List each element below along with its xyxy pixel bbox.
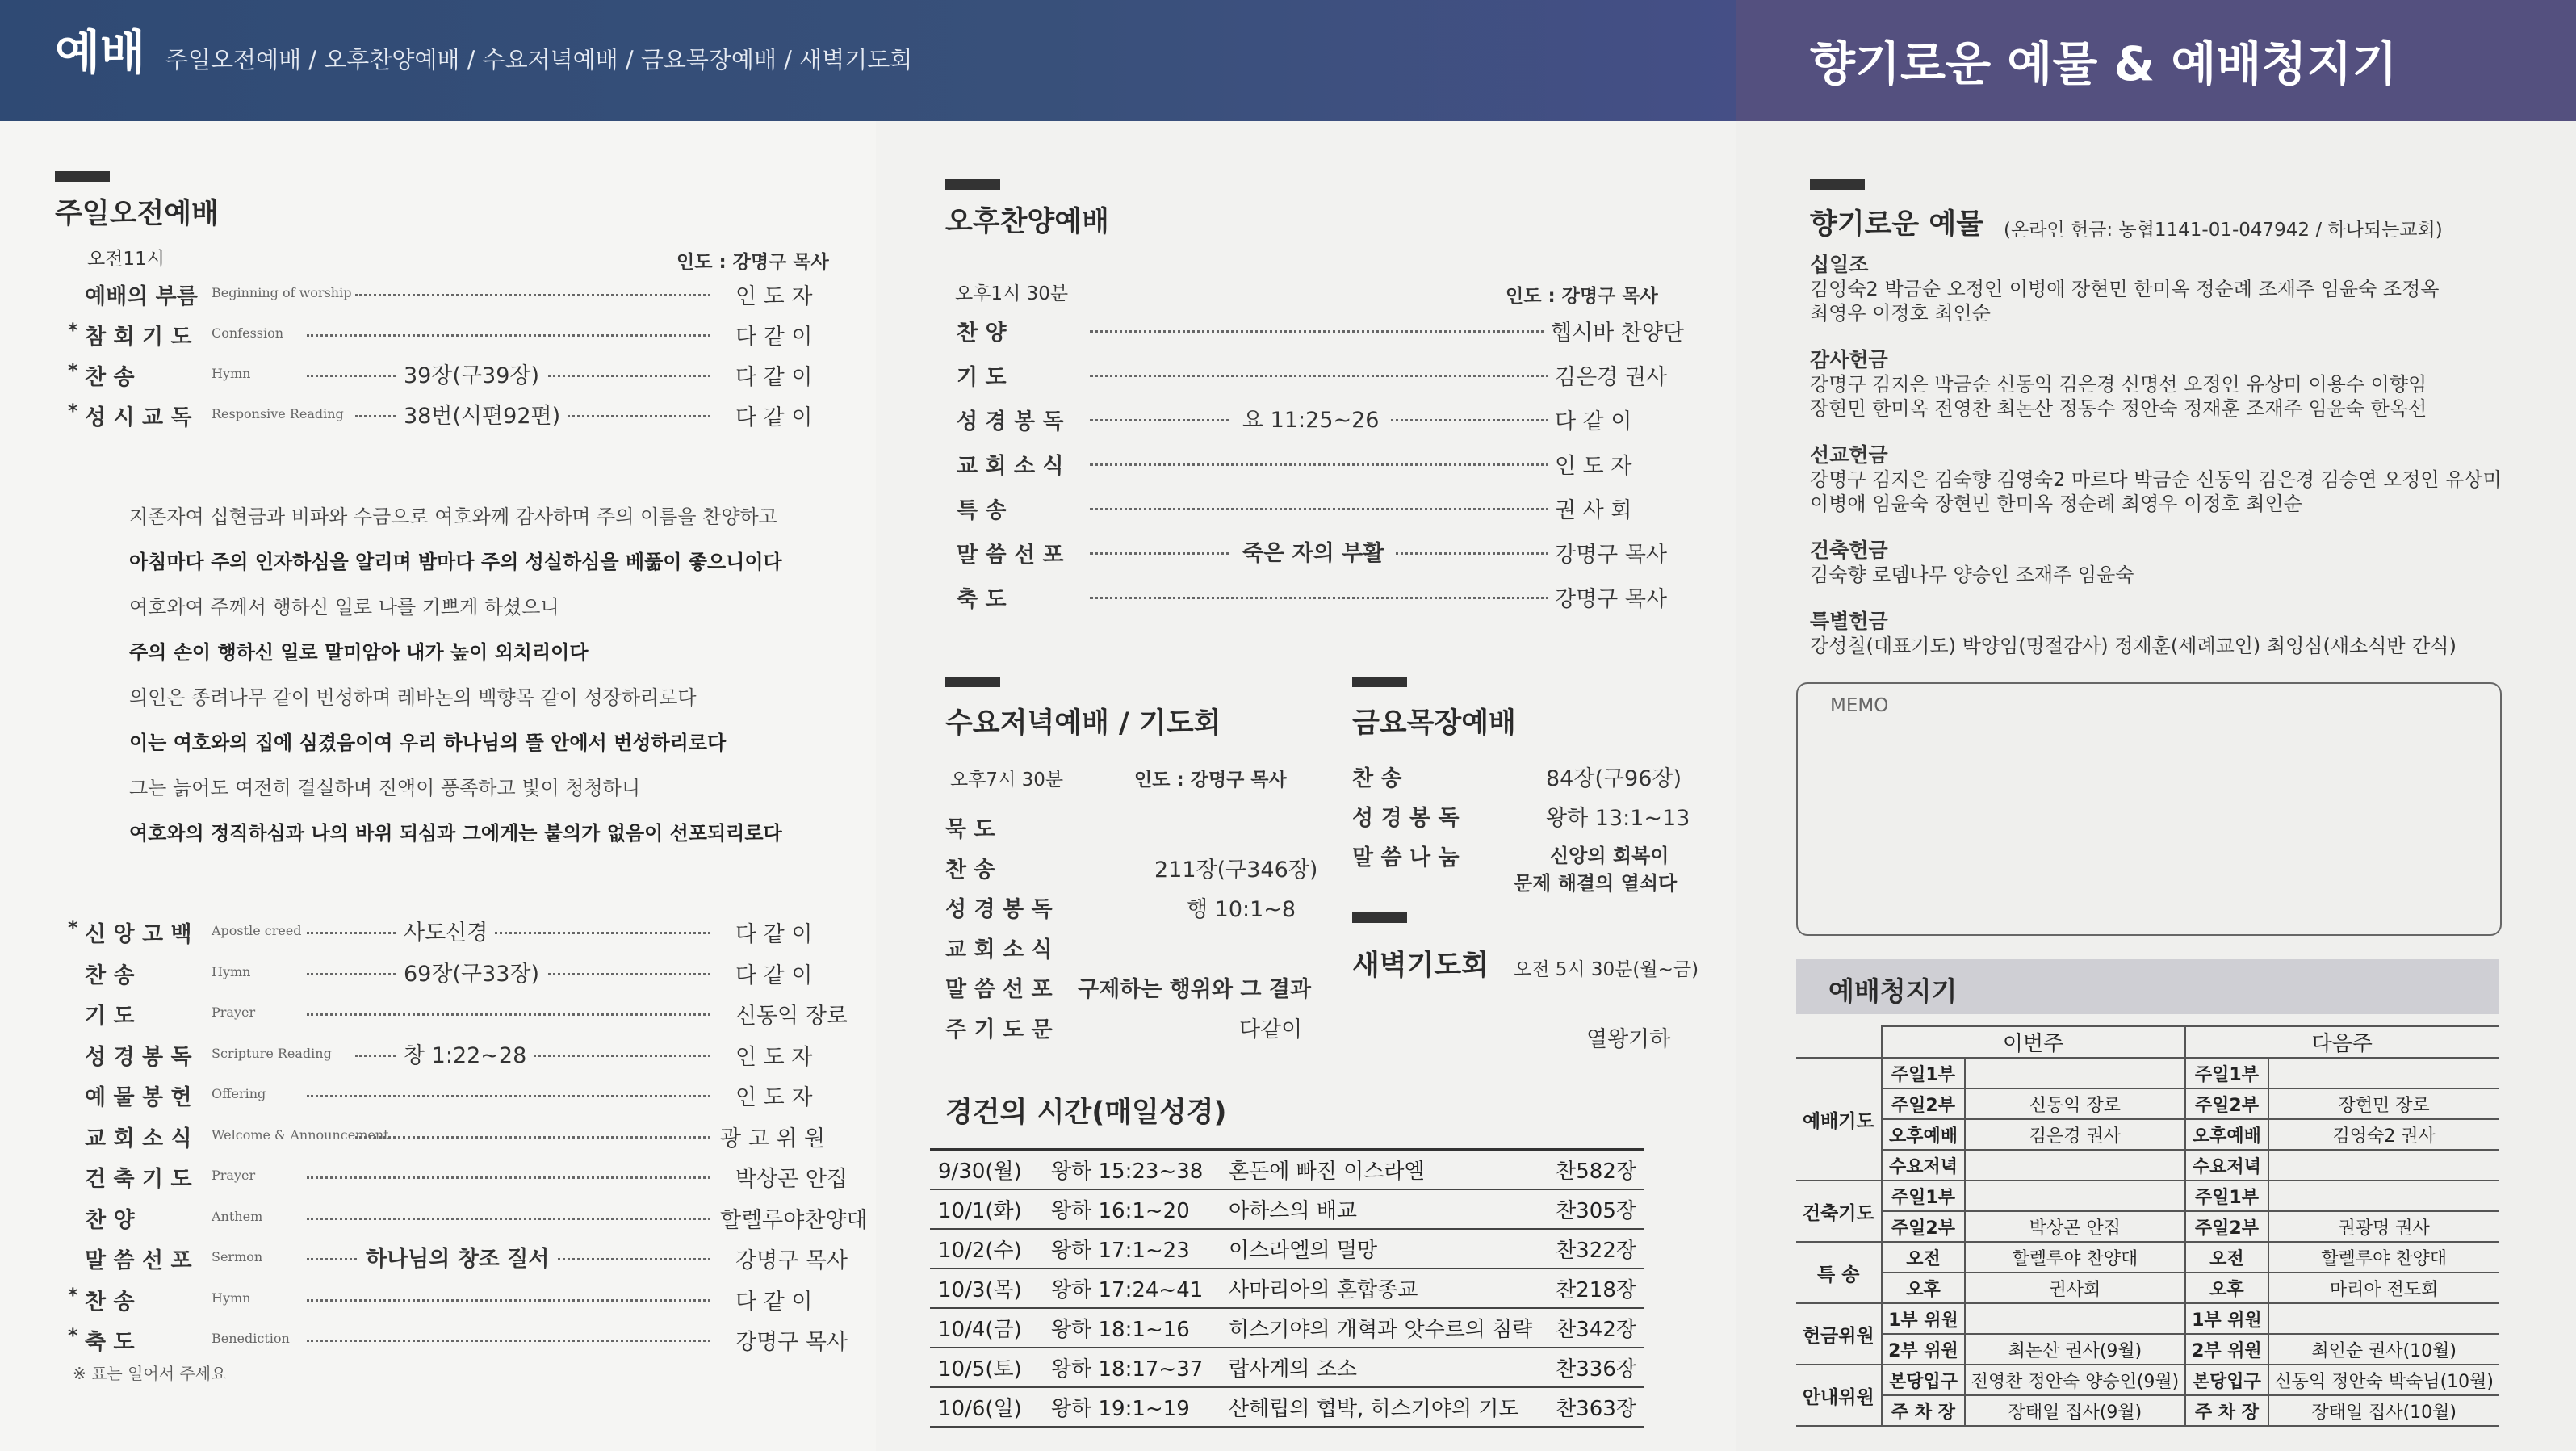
order-person: 헵시바 찬양단 (1546, 315, 1684, 346)
steward-next-week: 장태일 집사(10월) (2268, 1395, 2499, 1426)
verse-line: 여호와여 주께서 행하신 일로 나를 기쁘게 하셨으니 (129, 596, 559, 619)
section-title: 금요목장예배 (1352, 707, 1516, 740)
order-person: 다 같 이 (731, 1284, 812, 1315)
devotion-topic: 아하스의 배교 (1221, 1189, 1548, 1229)
leader-dots (355, 1136, 710, 1139)
devotion-row (930, 1308, 1644, 1348)
steward-slot: 주일1부 (1882, 1058, 1966, 1088)
leader-dots (1090, 597, 1598, 599)
steward-next-week: 최인순 권사(10월) (2268, 1334, 2499, 1365)
steward-slot-next: 2부 위원 (2185, 1334, 2269, 1365)
steward-row (1796, 1211, 2499, 1242)
leader-dots (307, 932, 710, 934)
offering-names-line: 최영우 이정호 최인순 (1810, 302, 1991, 325)
service-time: 오후7시 30분 (950, 770, 1064, 791)
leader-dots (307, 1176, 710, 1179)
service-time: 오전11시 (87, 249, 165, 270)
order-label: 축 도 (85, 1330, 135, 1355)
steward-row (1796, 1273, 2499, 1303)
offering-names-line: 강명구 김지은 김숙향 김영숙2 마르다 박금순 신동익 김은경 김승연 오정인 유상미 (1810, 468, 2502, 491)
panel-sunday-morning (0, 121, 876, 1451)
devotion-row (930, 1269, 1644, 1308)
standing-mark: * (68, 400, 78, 422)
steward-slot: 주일2부 (1882, 1088, 1966, 1119)
order-eng: Offering (212, 1086, 266, 1101)
verse-line: 의인은 종려나무 같이 번성하며 레바논의 백향목 같이 성장하리로다 (129, 686, 697, 709)
order-eng: Sermon (212, 1249, 263, 1264)
order-person: 강명구 목사 (731, 1243, 848, 1274)
memo-label: MEMO (1830, 695, 1889, 716)
steward-slot-next: 주일1부 (2185, 1058, 2269, 1088)
devotion-date: 10/2(수) (930, 1229, 1043, 1269)
devotion-hymn: 찬336장 (1548, 1348, 1644, 1387)
steward-slot: 본당입구 (1882, 1365, 1966, 1395)
steward-next-week: 마리아 전도회 (2268, 1273, 2499, 1303)
order-eng: Prayer (212, 1168, 256, 1183)
order-label: 축 도 (957, 587, 1007, 612)
standing-mark: * (68, 1324, 78, 1347)
steward-slot: 주일1부 (1882, 1181, 1966, 1211)
steward-group-name: 건축기도 (1796, 1181, 1882, 1242)
order-label: 말 씀 선 포 (945, 977, 1053, 1002)
standing-mark: * (68, 319, 78, 342)
order-value: 왕하 13:1~13 (1546, 806, 1690, 831)
devotion-hymn: 찬363장 (1548, 1387, 1644, 1427)
order-eng: Responsive Reading (212, 406, 344, 421)
steward-slot: 1부 위원 (1882, 1303, 1966, 1334)
devotion-topic: 랍사게의 조소 (1221, 1348, 1548, 1387)
order-label: 찬 송 (1352, 766, 1402, 791)
corner-cell (1796, 1026, 1882, 1058)
verse-line: 여호와의 정직하심과 나의 바위 되심과 그에게는 불의가 없음이 선포되리로다 (129, 822, 782, 845)
order-label: 성 경 봉 독 (85, 1044, 192, 1070)
steward-slot: 2부 위원 (1882, 1334, 1966, 1365)
order-label: 교 회 소 식 (85, 1126, 192, 1151)
devotion-date: 9/30(월) (930, 1150, 1043, 1190)
stewards-title: 예배청지기 (1828, 975, 1958, 1007)
steward-this-week (1965, 1181, 2184, 1211)
devotion-hymn: 찬582장 (1548, 1150, 1644, 1190)
order-label: 교 회 소 식 (957, 454, 1064, 479)
steward-row (1796, 1119, 2499, 1150)
next-week-header: 다음주 (2185, 1026, 2499, 1058)
leader-dots (1090, 508, 1598, 510)
offering-names-line: 김숙향 로뎀나무 양승인 조재주 임윤숙 (1810, 564, 2134, 586)
devotion-reference: 왕하 16:1~20 (1043, 1189, 1221, 1229)
steward-row (1796, 1150, 2499, 1181)
stewards-header (1796, 959, 2499, 1014)
section-title: 수요저녁예배 / 기도회 (945, 707, 1221, 740)
leader-dots (307, 1013, 710, 1016)
order-person: 강명구 목사 (731, 1324, 848, 1356)
steward-slot-next: 주일2부 (2185, 1211, 2269, 1242)
steward-group-name: 안내위원 (1796, 1365, 1882, 1426)
steward-slot-next: 오전 (2185, 1242, 2269, 1273)
leader-dots (307, 334, 710, 337)
steward-slot-next: 주 차 장 (2185, 1395, 2269, 1426)
section-title: 새벽기도회 (1352, 950, 1489, 982)
leader-dots (355, 294, 710, 296)
order-eng: Hymn (212, 366, 251, 381)
steward-row (1796, 1395, 2499, 1426)
steward-row (1796, 1058, 2499, 1088)
standing-mark: * (68, 359, 78, 382)
memo-box (1796, 682, 2502, 936)
order-label: 예 물 봉 헌 (85, 1085, 192, 1110)
offering-names-line: 강성칠(대표기도) 박양임(명절감사) 정재훈(세례교인) 최영심(새소식반 간식) (1810, 635, 2457, 657)
header-bar-left (0, 0, 1736, 121)
order-label: 성 경 봉 독 (1352, 806, 1460, 831)
order-detail: 창 1:22~28 (397, 1038, 533, 1069)
order-person: 신동익 장로 (731, 998, 848, 1030)
order-value: 다같이 (1239, 1017, 1303, 1042)
leader-dots (1090, 463, 1598, 466)
order-person: 할렐루야찬양대 (715, 1202, 868, 1234)
order-person: 박상곤 안집 (731, 1161, 848, 1193)
order-value: 84장(구96장) (1546, 766, 1682, 791)
steward-row (1796, 1303, 2499, 1334)
order-eng: Confession (212, 325, 284, 341)
leader-dots (1090, 330, 1598, 333)
steward-next-week: 권광명 권사 (2268, 1211, 2499, 1242)
order-eng: Apostle creed (212, 923, 302, 938)
order-detail: 39장(구39장) (397, 358, 546, 389)
devotion-reference: 왕하 18:17~37 (1043, 1348, 1221, 1387)
order-person: 다 같 이 (731, 319, 812, 350)
panel-offering-stewards (1736, 121, 2576, 1451)
verse-line: 이는 여호와의 집에 심겼음이여 우리 하나님의 뜰 안에서 번성하리로다 (129, 732, 727, 754)
section-marker (945, 677, 1000, 687)
offering-group-name: 건축헌금 (1810, 539, 1888, 562)
service-leader: 인도 : 강명구 목사 (676, 252, 829, 273)
devotion-topic: 사마리아의 혼합종교 (1221, 1269, 1548, 1308)
order-value: 신앙의 회복이 (1550, 845, 1669, 867)
steward-slot: 오전 (1882, 1242, 1966, 1273)
steward-this-week (1965, 1058, 2184, 1088)
order-label: 건 축 기 도 (85, 1167, 192, 1192)
devotion-topic: 히스기야의 개혁과 앗수르의 침략 (1221, 1308, 1548, 1348)
order-label: 성 시 교 독 (85, 405, 192, 430)
header-bar-right (1736, 0, 2576, 121)
steward-this-week: 장태일 집사(9월) (1965, 1395, 2184, 1426)
steward-slot-next: 오후예배 (2185, 1119, 2269, 1150)
devotion-reference: 왕하 18:1~16 (1043, 1308, 1221, 1348)
devotion-topic: 혼돈에 빠진 이스라엘 (1221, 1150, 1548, 1190)
steward-slot-next: 주일1부 (2185, 1181, 2269, 1211)
steward-this-week: 전영찬 정안숙 양승인(9월) (1965, 1365, 2184, 1395)
dawn-time: 오전 5시 30분(월~금) (1514, 959, 1699, 980)
steward-next-week: 김영숙2 권사 (2268, 1119, 2499, 1150)
header-title: 예배 (55, 25, 146, 80)
offering-names-line: 강명구 김지은 박금순 신동익 김은경 신명선 오정인 유상미 이용수 이향임 (1810, 373, 2427, 396)
devotion-topic: 산헤립의 협박, 히스기야의 기도 (1221, 1387, 1548, 1427)
steward-next-week: 신동익 정안숙 박숙님(10월) (2268, 1365, 2499, 1395)
steward-row (1796, 1365, 2499, 1395)
order-eng: Benediction (212, 1331, 290, 1346)
steward-slot: 주일2부 (1882, 1211, 1966, 1242)
devotion-hymn: 찬305장 (1548, 1189, 1644, 1229)
verse-line: 주의 손이 행하신 일로 말미암아 내가 높이 외치리이다 (129, 641, 589, 664)
order-label: 성 경 봉 독 (957, 409, 1064, 434)
steward-group-name: 헌금위원 (1796, 1303, 1882, 1365)
devotion-row (930, 1189, 1644, 1229)
section-marker (945, 179, 1000, 190)
leader-dots (307, 1299, 710, 1302)
steward-this-week: 신동익 장로 (1965, 1088, 2184, 1119)
devotion-reference: 왕하 17:1~23 (1043, 1229, 1221, 1269)
order-person: 김은경 권사 (1550, 359, 1667, 391)
steward-slot-next: 1부 위원 (2185, 1303, 2269, 1334)
verse-line: 지존자여 십현금과 비파와 수금으로 여호와께 감사하며 주의 이름을 찬양하고 (129, 505, 777, 528)
steward-group-name: 특 송 (1796, 1242, 1882, 1303)
order-detail: 요 11:25~26 (1231, 402, 1390, 434)
panel-services (876, 121, 1736, 1451)
order-label: 찬 송 (85, 365, 135, 390)
devotion-hymn: 찬218장 (1548, 1269, 1644, 1308)
service-time: 오후1시 30분 (955, 283, 1069, 304)
steward-next-week (2268, 1150, 2499, 1181)
section-marker (55, 171, 110, 182)
steward-this-week: 할렐루야 찬양대 (1965, 1242, 2184, 1273)
devotion-reference: 왕하 17:24~41 (1043, 1269, 1221, 1308)
this-week-header: 이번주 (1882, 1026, 2185, 1058)
order-label: 특 송 (957, 498, 1007, 523)
devotion-table (930, 1148, 1644, 1428)
steward-row (1796, 1088, 2499, 1119)
order-person: 인 도 자 (731, 1039, 812, 1071)
order-value-2: 문제 해결의 열쇠다 (1514, 872, 1678, 895)
devotion-date: 10/5(토) (930, 1348, 1043, 1387)
order-eng: Anthem (212, 1208, 263, 1224)
verse-line: 아침마다 주의 인자하심을 알리며 밤마다 주의 성실하심을 베풂이 좋으니이다 (129, 551, 782, 573)
order-detail: 사도신경 (397, 915, 494, 946)
order-person: 다 같 이 (1550, 404, 1631, 435)
offering-group-name: 특별헌금 (1810, 610, 1888, 633)
leader-dots (307, 1340, 710, 1342)
header-services: 주일오전예배 / 오후찬양예배 / 수요저녁예배 / 금요목장예배 / 새벽기도회 (165, 46, 913, 73)
order-eng: Hymn (212, 963, 251, 979)
order-person: 인 도 자 (1550, 448, 1631, 480)
standing-mark: * (68, 1283, 78, 1306)
order-person: 다 같 이 (731, 400, 812, 431)
order-person: 권 사 회 (1550, 493, 1631, 524)
order-label: 찬 양 (957, 321, 1007, 346)
section-marker (1352, 677, 1407, 687)
section-marker (1810, 179, 1865, 190)
offering-account: (온라인 헌금: 농협1141-01-047942 / 하나되는교회) (2004, 220, 2443, 241)
steward-this-week: 최논산 권사(9월) (1965, 1334, 2184, 1365)
leader-dots (307, 1095, 710, 1097)
offering-names-line: 이병애 임윤숙 장현민 한미옥 정순례 최영우 이정호 최인순 (1810, 493, 2302, 515)
steward-next-week (2268, 1058, 2499, 1088)
order-person: 다 같 이 (731, 916, 812, 948)
order-eng: Welcome & Announcement (212, 1126, 389, 1143)
devotion-hymn: 찬322장 (1548, 1229, 1644, 1269)
leader-dots (307, 1218, 710, 1220)
standing-mark: * (68, 916, 78, 939)
steward-row (1796, 1181, 2499, 1211)
order-label: 성 경 봉 독 (945, 897, 1053, 922)
order-label: 교 회 소 식 (945, 937, 1053, 962)
leader-dots (1090, 375, 1598, 377)
standing-note: ※ 표는 일어서 주세요 (73, 1364, 227, 1383)
order-eng: Scripture Reading (212, 1045, 332, 1061)
steward-slot: 주 차 장 (1882, 1395, 1966, 1426)
steward-row (1796, 1242, 2499, 1273)
order-eng: Prayer (212, 1004, 256, 1020)
order-person: 인 도 자 (731, 1080, 812, 1111)
section-title: 주일오전예배 (55, 198, 219, 230)
order-label: 기 도 (957, 365, 1007, 390)
order-person: 다 같 이 (731, 958, 812, 989)
header-right-title: 향기로운 예물 & 예배청지기 (1810, 36, 2398, 91)
devotion-hymn: 찬342장 (1548, 1308, 1644, 1348)
verse-line: 그는 늙어도 여전히 결실하며 진액이 풍족하고 빛이 청청하니 (129, 777, 641, 799)
steward-next-week (2268, 1181, 2499, 1211)
steward-this-week: 김은경 권사 (1965, 1119, 2184, 1150)
offering-group-name: 십일조 (1810, 253, 1869, 276)
service-leader: 인도 : 강명구 목사 (1134, 770, 1287, 791)
order-label: 찬 송 (85, 1289, 135, 1315)
steward-next-week (2268, 1303, 2499, 1334)
order-label: 찬 송 (945, 857, 995, 883)
devotion-row (930, 1229, 1644, 1269)
offering-names-line: 김영숙2 박금순 오정인 이병애 장현민 한미옥 정순례 조재주 임윤숙 조정옥 (1810, 278, 2440, 300)
steward-slot-next: 수요저녁 (2185, 1150, 2269, 1181)
devotion-row (930, 1150, 1644, 1190)
order-label: 말 씀 선 포 (85, 1248, 192, 1273)
offering-names-line: 장현민 한미옥 전영찬 최논산 정동수 정안숙 정재훈 조재주 임윤숙 한옥선 (1810, 397, 2427, 420)
steward-this-week (1965, 1150, 2184, 1181)
order-label: 예배의 부름 (85, 284, 198, 309)
devotion-date: 10/3(목) (930, 1269, 1043, 1308)
order-label: 찬 양 (85, 1207, 135, 1233)
steward-this-week: 박상곤 안집 (1965, 1211, 2184, 1242)
order-person: 광 고 위 원 (715, 1121, 825, 1152)
order-eng: Hymn (212, 1290, 251, 1306)
order-label: 말 씀 나 눔 (1352, 845, 1460, 870)
devotion-date: 10/1(화) (930, 1189, 1043, 1229)
steward-this-week (1965, 1303, 2184, 1334)
devotion-date: 10/4(금) (930, 1308, 1043, 1348)
steward-next-week: 장현민 장로 (2268, 1088, 2499, 1119)
offering-title: 향기로운 예물 (1810, 208, 1984, 241)
service-leader: 인도 : 강명구 목사 (1506, 286, 1658, 307)
order-detail: 38번(시편92편) (397, 398, 567, 430)
order-value: 행 10:1~8 (1187, 897, 1296, 922)
steward-row (1796, 1334, 2499, 1365)
order-value: 구제하는 행위와 그 결과 (1078, 977, 1312, 1002)
section-marker (1352, 912, 1407, 923)
order-label: 주 기 도 문 (945, 1017, 1053, 1042)
devotion-title: 경건의 시간(매일성경) (945, 1097, 1227, 1129)
offering-group-name: 감사헌금 (1810, 348, 1888, 371)
section-title: 오후찬양예배 (945, 206, 1109, 238)
devotion-topic: 이스라엘의 멸망 (1221, 1229, 1548, 1269)
order-eng: Beginning of worship (212, 285, 352, 300)
steward-this-week: 권사회 (1965, 1273, 2184, 1303)
devotion-reference: 왕하 19:1~19 (1043, 1387, 1221, 1427)
order-label: 신 앙 고 백 (85, 922, 192, 947)
order-label: 참 회 기 도 (85, 325, 192, 350)
steward-group-name: 예배기도 (1796, 1058, 1882, 1181)
steward-slot-next: 본당입구 (2185, 1365, 2269, 1395)
steward-slot-next: 주일2부 (2185, 1088, 2269, 1119)
order-value: 211장(구346장) (1154, 857, 1318, 883)
order-person: 강명구 목사 (1550, 537, 1667, 568)
steward-next-week: 할렐루야 찬양대 (2268, 1242, 2499, 1273)
dawn-text: 열왕기하 (1586, 1027, 1671, 1052)
order-detail: 하나님의 창조 질서 (359, 1241, 555, 1273)
order-label: 찬 송 (85, 962, 135, 988)
devotion-row (930, 1348, 1644, 1387)
order-label: 기 도 (85, 1004, 135, 1029)
order-person: 인 도 자 (731, 279, 812, 310)
steward-slot: 오후예배 (1882, 1119, 1966, 1150)
order-person: 강명구 목사 (1550, 581, 1667, 613)
order-person: 다 같 이 (731, 359, 812, 391)
order-detail: 죽은 자의 부활 (1231, 535, 1395, 567)
steward-slot: 수요저녁 (1882, 1150, 1966, 1181)
devotion-date: 10/6(일) (930, 1387, 1043, 1427)
stewards-table (1796, 1025, 2499, 1427)
offering-group-name: 선교헌금 (1810, 443, 1888, 467)
devotion-reference: 왕하 15:23~38 (1043, 1150, 1221, 1190)
order-detail: 69장(구33장) (397, 956, 546, 988)
order-label: 묵 도 (945, 817, 995, 842)
order-label: 말 씀 선 포 (957, 543, 1064, 568)
steward-slot-next: 오후 (2185, 1273, 2269, 1303)
steward-slot: 오후 (1882, 1273, 1966, 1303)
devotion-row (930, 1387, 1644, 1427)
